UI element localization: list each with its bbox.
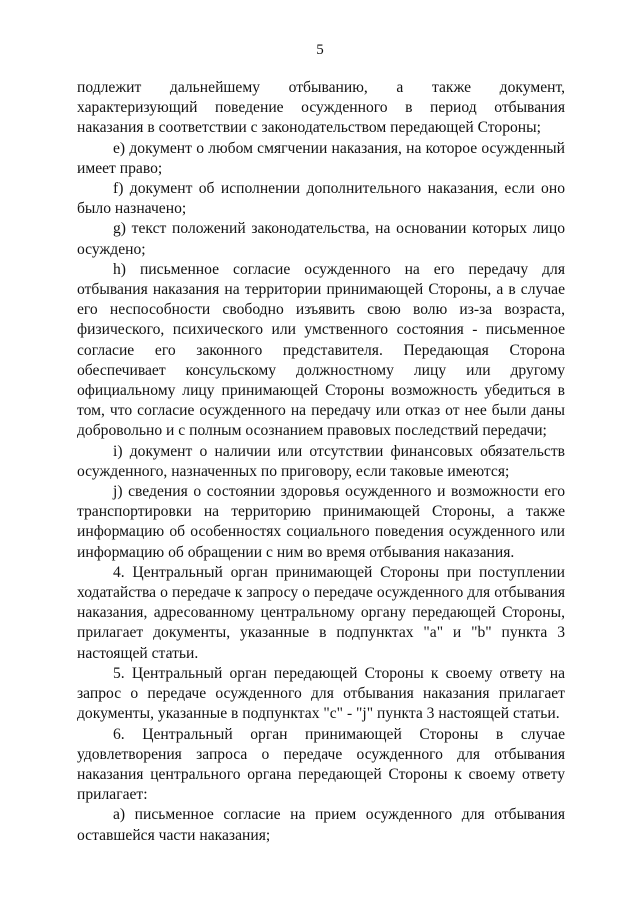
page-number: 5 [316,42,324,58]
paragraph-clause-6: 6. Центральный орган принимающей Стороны в случае удовлетворения запроса о передаче осужденного для отбывания наказания центрального органа передающей Стороны к своему ответу прилагает: [77,725,565,804]
paragraph-item-i: i) документ о наличии или отсутствии финансовых обязательств осужденного, назначенных по приговору, если таковые имеются; [77,442,565,480]
document-body [77,78,565,846]
paragraph-clause-5: 5. Центральный орган передающей Стороны к своему ответу на запрос о передаче осужденного для отбывания наказания прилагает документы, указанные в подпунктах "c" - "j" пункта 3 настоящей статьи. [77,664,565,723]
paragraph-continuation: подлежит дальнейшему отбыванию, а также документ, характеризующий поведение осужденного в период отбывания наказания в соответствии с законодательством передающей Стороны; [77,79,565,137]
paragraph-item-e: e) документ о любом смягчении наказания, на которое осужденный имеет право; [77,139,565,177]
paragraph-clause-4: 4. Центральный орган принимающей Стороны при поступлении ходатайства о передаче к запросу о передаче осужденного для отбывания наказания, адресованному центральному органу передающей Стороны, прилагает документы, указанные в подпунктах "a" и "b" пункта 3 настоящей статьи. [77,563,565,662]
paragraph-item-h: h) письменное согласие осужденного на его передачу для отбывания наказания на территории принимающей Стороны, а в случае его неспособности свободно изъявить свою волю из-за возраста, физического, психического или умственного состояния - письменное согласие его законного представителя. Передающая Сторона обеспечивает консульскому должностному лицу или другому официальному лицу принимающей Стороны возможность убедиться в том, что согласие осужденного на передачу или отказ от нее были даны добровольно и с полным осознанием правовых последствий передачи; [77,260,565,440]
paragraph-item-a: a) письменное согласие на прием осужденного для отбывания оставшейся части наказания; [77,806,565,844]
paragraph-item-f: f) документ об исполнении дополнительного наказания, если оно было назначено; [77,180,565,218]
paragraph-item-j: j) сведения о состоянии здоровья осужденного и возможности его транспортировки на территорию принимающей Стороны, а также информацию об особенностях социального поведения осужденного или информацию об обращении с ним во время отбывания наказания. [77,483,565,561]
paragraph-item-g: g) текст положений законодательства, на основании которых лицо осуждено; [77,220,565,258]
